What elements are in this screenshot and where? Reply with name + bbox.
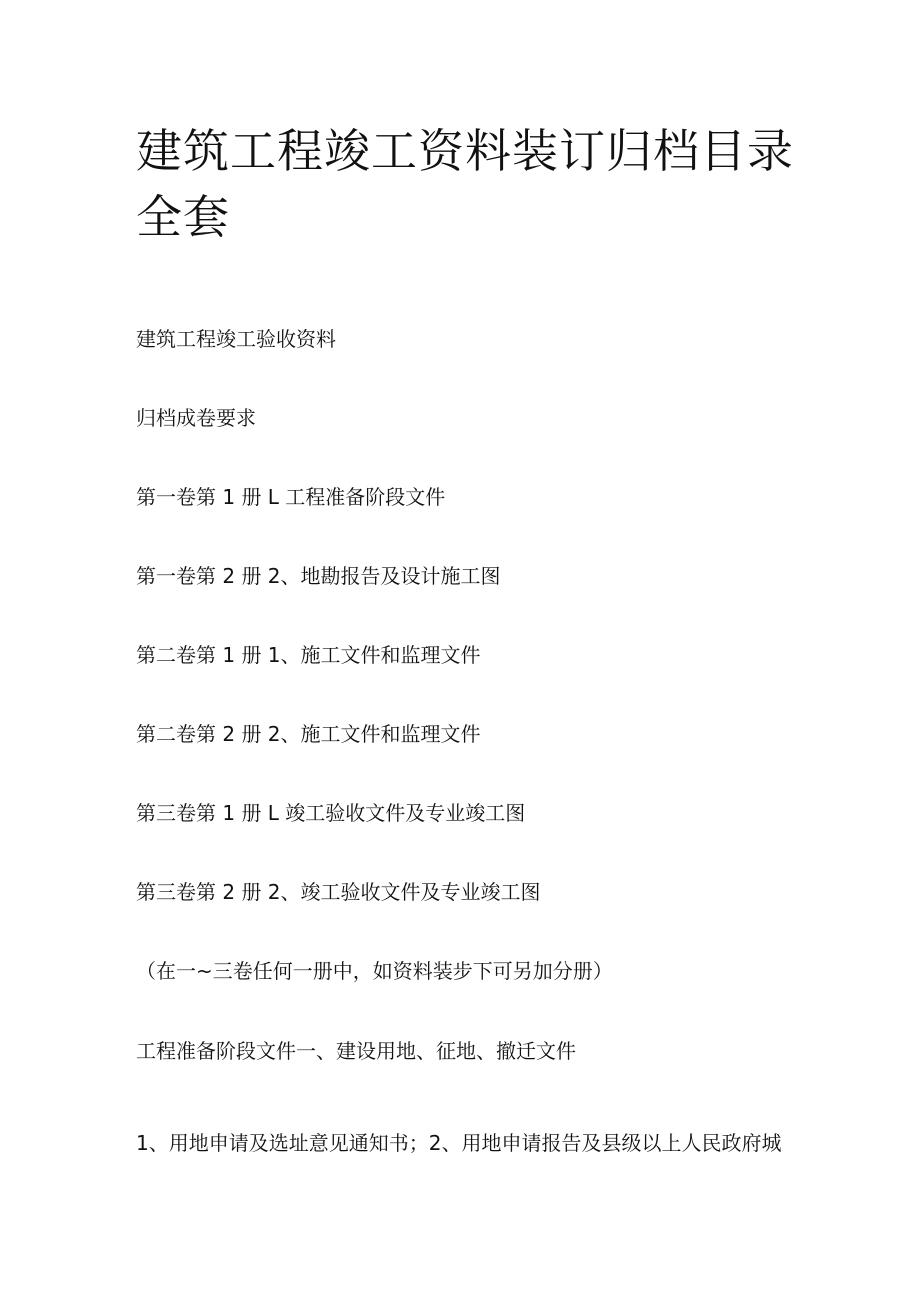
catalog-line-volume-3-book-1: 第三卷第 1 册 L 竣工验收文件及专业竣工图 <box>136 801 526 825</box>
section-heading-filing-requirements: 归档成卷要求 <box>136 406 256 430</box>
body-text-land-application: 1、用地申请及选址意见通知书；2、用地申请报告及县级以上人民政府城 <box>136 1131 782 1155</box>
catalog-line-volume-1-book-2: 第一卷第 2 册 2、地勘报告及设计施工图 <box>136 564 501 588</box>
section-heading-preparation-files: 工程准备阶段文件一、建设用地、征地、撤迁文件 <box>136 1039 576 1063</box>
catalog-note: （在一~三卷任何一册中，如资料装步下可另加分册） <box>136 959 613 983</box>
section-heading-acceptance-materials: 建筑工程竣工验收资料 <box>136 327 336 351</box>
catalog-line-volume-3-book-2: 第三卷第 2 册 2、竣工验收文件及专业竣工图 <box>136 880 541 904</box>
catalog-line-volume-2-book-1: 第二卷第 1 册 1、施工文件和监理文件 <box>136 643 481 667</box>
catalog-line-volume-1-book-1: 第一卷第 1 册 L 工程准备阶段文件 <box>136 485 446 509</box>
catalog-line-volume-2-book-2: 第二卷第 2 册 2、施工文件和监理文件 <box>136 722 481 746</box>
document-title: 建筑工程竣工资料装订归档目录全套 <box>136 124 794 244</box>
